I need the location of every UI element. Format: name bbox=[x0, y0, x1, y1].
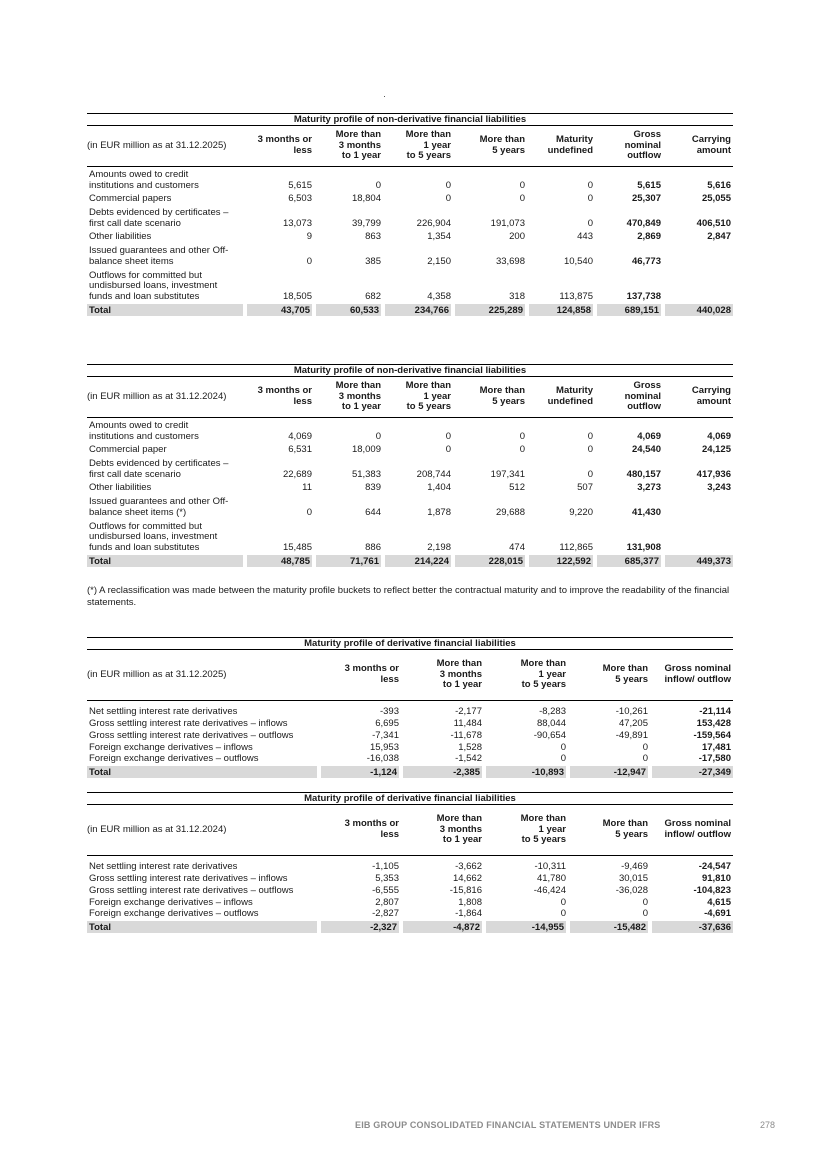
cell-value: 644 bbox=[365, 506, 381, 518]
cell-value: 24,540 bbox=[631, 443, 661, 455]
table-row bbox=[87, 417, 733, 442]
table-row bbox=[87, 442, 733, 455]
header-gross: Gross nominal outflow bbox=[624, 380, 661, 412]
cell-value: 18,804 bbox=[351, 192, 381, 204]
cell-value: 0 bbox=[519, 192, 525, 204]
cell-value: 5,616 bbox=[707, 179, 731, 191]
total-label: Total bbox=[87, 554, 245, 567]
cell-value: 0 bbox=[519, 443, 525, 455]
row-label: Commercial paper bbox=[89, 443, 167, 455]
cell-value: 0 bbox=[306, 506, 312, 518]
cell-value: 0 bbox=[642, 752, 648, 764]
cell-value: 6,531 bbox=[288, 443, 312, 455]
table-title: Maturity profile of derivative financial liabilities bbox=[87, 792, 733, 805]
row-label: Amounts owed to credit institutions and customers bbox=[89, 169, 199, 191]
cell-value: 9 bbox=[306, 230, 312, 242]
table-row bbox=[87, 166, 733, 191]
table-derivative-2024 bbox=[87, 792, 733, 933]
cell-value: -46,424 bbox=[533, 884, 566, 896]
cell-value: 886 bbox=[365, 541, 381, 553]
row-label: Other liabilities bbox=[89, 481, 152, 493]
cell-value: 0 bbox=[445, 443, 451, 455]
row-label: Outflows for committed but undisbursed loans, investment funds and loan substitutes bbox=[89, 269, 218, 302]
cell-value: 22,689 bbox=[282, 468, 312, 480]
header-1y-5y: More than 1 year to 5 years bbox=[520, 813, 566, 845]
cell-value: -90,654 bbox=[533, 729, 566, 741]
cell-value: -49,891 bbox=[615, 729, 648, 741]
cell-value: -6,555 bbox=[372, 884, 399, 896]
cell-value: 46,773 bbox=[631, 255, 661, 267]
total-value: -2,327 bbox=[319, 920, 401, 933]
total-value: 48,785 bbox=[245, 554, 314, 567]
header-5y: More than 5 years bbox=[479, 385, 525, 407]
table-row bbox=[87, 729, 733, 741]
cell-value: 29,688 bbox=[495, 506, 525, 518]
cell-value: 17,481 bbox=[701, 741, 731, 753]
cell-value: -159,564 bbox=[693, 729, 731, 741]
cell-value: -1,864 bbox=[455, 907, 482, 919]
row-label: Issued guarantees and other Off- balance sheet items bbox=[89, 245, 229, 267]
cell-value: 2,869 bbox=[637, 230, 661, 242]
header-5y: More than 5 years bbox=[602, 818, 648, 840]
cell-value: 3,273 bbox=[637, 481, 661, 493]
cell-value: 4,069 bbox=[637, 430, 661, 442]
total-value: -10,893 bbox=[484, 765, 568, 778]
cell-value: 0 bbox=[445, 192, 451, 204]
cell-value: 1,878 bbox=[427, 506, 451, 518]
cell-value: 385 bbox=[365, 255, 381, 267]
total-value: -27,349 bbox=[650, 765, 733, 778]
table-row bbox=[87, 855, 733, 872]
cell-value: 0 bbox=[587, 217, 593, 229]
table-label: (in EUR million as at 31.12.2025) bbox=[87, 668, 227, 680]
table-row bbox=[87, 455, 733, 480]
cell-value: -15,816 bbox=[449, 884, 482, 896]
cell-value: 0 bbox=[306, 255, 312, 267]
total-value: 685,377 bbox=[595, 554, 663, 567]
cell-value: 480,157 bbox=[626, 468, 661, 480]
table-row bbox=[87, 267, 733, 303]
table-row bbox=[87, 229, 733, 242]
cell-value: -16,038 bbox=[366, 752, 399, 764]
header-3m-1y: More than 3 months to 1 year bbox=[436, 658, 482, 690]
cell-value: 208,744 bbox=[416, 468, 451, 480]
header-carrying: Carrying amount bbox=[691, 134, 731, 156]
cell-value bbox=[663, 267, 733, 303]
total-value: 225,289 bbox=[453, 303, 527, 316]
total-row bbox=[87, 765, 733, 778]
cell-value: -2,827 bbox=[372, 907, 399, 919]
table-row bbox=[87, 884, 733, 896]
total-value: 71,761 bbox=[314, 554, 383, 567]
cell-value: 0 bbox=[445, 179, 451, 191]
cell-value: 0 bbox=[560, 741, 566, 753]
cell-value: 25,055 bbox=[701, 192, 731, 204]
header-1y-5y: More than 1 year to 5 years bbox=[405, 380, 451, 412]
table-row bbox=[87, 753, 733, 765]
cell-value: 0 bbox=[587, 443, 593, 455]
total-value: 122,592 bbox=[527, 554, 595, 567]
cell-value: 0 bbox=[587, 179, 593, 191]
cell-value: 11 bbox=[302, 481, 312, 493]
row-label: Gross settling interest rate derivatives – outflows bbox=[89, 729, 294, 741]
cell-value: 131,908 bbox=[626, 541, 661, 553]
header-5y: More than 5 years bbox=[602, 663, 648, 685]
header-3m: 3 months or less bbox=[344, 663, 399, 685]
table-label: (in EUR million as at 31.12.2024) bbox=[87, 823, 227, 835]
table-row bbox=[87, 908, 733, 920]
cell-value: 1,354 bbox=[427, 230, 451, 242]
header-1y-5y: More than 1 year to 5 years bbox=[405, 129, 451, 161]
total-value: 124,858 bbox=[527, 303, 595, 316]
total-label: Total bbox=[87, 920, 319, 933]
total-value: -2,385 bbox=[401, 765, 484, 778]
cell-value: 191,073 bbox=[490, 217, 525, 229]
total-value: 440,028 bbox=[663, 303, 733, 316]
cell-value: 112,865 bbox=[559, 541, 593, 553]
cell-value: 0 bbox=[375, 430, 381, 442]
page-number: 278 bbox=[760, 1120, 776, 1130]
row-label: Foreign exchange derivatives – inflows bbox=[89, 896, 253, 908]
row-label: Gross settling interest rate derivatives – outflows bbox=[89, 884, 294, 896]
cell-value: 0 bbox=[642, 907, 648, 919]
row-label: Debts evidenced by certificates – first call date scenario bbox=[89, 207, 229, 229]
header-3m-1y: More than 3 months to 1 year bbox=[335, 380, 381, 412]
cell-value: 197,341 bbox=[490, 468, 525, 480]
table-non-derivative-2025 bbox=[87, 113, 733, 316]
table-derivative-2025 bbox=[87, 637, 733, 778]
cell-value: 25,307 bbox=[631, 192, 661, 204]
cell-value bbox=[663, 518, 733, 554]
cell-value: 417,936 bbox=[696, 468, 731, 480]
cell-value: 88,044 bbox=[536, 717, 566, 729]
total-value: -15,482 bbox=[568, 920, 650, 933]
cell-value: 137,738 bbox=[626, 290, 661, 302]
header-carrying: Carrying amount bbox=[691, 385, 731, 407]
cell-value: 507 bbox=[577, 481, 593, 493]
page-footer: EIB GROUP CONSOLIDATED FINANCIAL STATEMENTS UNDER IFRS bbox=[355, 1120, 661, 1130]
cell-value: 0 bbox=[519, 430, 525, 442]
cell-value: 0 bbox=[445, 430, 451, 442]
cell-value: 47,205 bbox=[618, 717, 648, 729]
total-row bbox=[87, 554, 733, 567]
table-title: Maturity profile of derivative financial liabilities bbox=[87, 637, 733, 650]
cell-value: 0 bbox=[560, 896, 566, 908]
cell-value: 0 bbox=[587, 430, 593, 442]
cell-value: 10,540 bbox=[563, 255, 593, 267]
table-row bbox=[87, 896, 733, 908]
row-label: Foreign exchange derivatives – inflows bbox=[89, 741, 253, 753]
cell-value: 470,849 bbox=[626, 217, 661, 229]
cell-value: -393 bbox=[379, 705, 399, 717]
cell-value: -17,580 bbox=[698, 752, 731, 764]
cell-value: -21,114 bbox=[699, 705, 731, 717]
total-value: 43,705 bbox=[245, 303, 314, 316]
row-label: Gross settling interest rate derivatives – inflows bbox=[89, 872, 288, 884]
total-row bbox=[87, 303, 733, 316]
header-3m: 3 months or less bbox=[257, 134, 312, 156]
cell-value: -104,823 bbox=[693, 884, 731, 896]
cell-value: 0 bbox=[375, 179, 381, 191]
total-value: 60,533 bbox=[314, 303, 383, 316]
cell-value: 0 bbox=[587, 192, 593, 204]
cell-value: 474 bbox=[509, 541, 525, 553]
header-3m-1y: More than 3 months to 1 year bbox=[436, 813, 482, 845]
table-row bbox=[87, 480, 733, 493]
total-value: -14,955 bbox=[484, 920, 568, 933]
cell-value: 0 bbox=[587, 468, 593, 480]
header-undefined: Maturity undefined bbox=[547, 385, 593, 407]
cell-value: 0 bbox=[642, 741, 648, 753]
cell-value: 512 bbox=[509, 481, 525, 493]
header-5y: More than 5 years bbox=[479, 134, 525, 156]
cell-value: 4,615 bbox=[707, 896, 731, 908]
cell-value: 13,073 bbox=[282, 217, 312, 229]
cell-value: 0 bbox=[560, 907, 566, 919]
cell-value: 91,810 bbox=[701, 872, 731, 884]
cell-value: 6,695 bbox=[375, 717, 399, 729]
cell-value: 2,198 bbox=[427, 541, 451, 553]
cell-value: 2,847 bbox=[707, 230, 731, 242]
table-row bbox=[87, 717, 733, 729]
cell-value: 3,243 bbox=[707, 481, 731, 493]
cell-value: 4,069 bbox=[288, 430, 312, 442]
cell-value: 39,799 bbox=[351, 217, 381, 229]
cell-value: 2,150 bbox=[427, 255, 451, 267]
row-label: Commercial papers bbox=[89, 192, 172, 204]
cell-value: -11,678 bbox=[450, 729, 482, 741]
cell-value: 682 bbox=[365, 290, 381, 302]
table-row bbox=[87, 700, 733, 717]
cell-value: 0 bbox=[519, 179, 525, 191]
total-value: -37,636 bbox=[650, 920, 733, 933]
cell-value: -3,662 bbox=[455, 860, 482, 872]
header-3m-1y: More than 3 months to 1 year bbox=[335, 129, 381, 161]
cell-value: 226,904 bbox=[416, 217, 451, 229]
cell-value: -2,177 bbox=[455, 705, 482, 717]
cell-value: 4,358 bbox=[427, 290, 451, 302]
cell-value: 839 bbox=[365, 481, 381, 493]
total-label: Total bbox=[87, 303, 245, 316]
cell-value: 41,780 bbox=[536, 872, 566, 884]
cell-value: 153,428 bbox=[696, 717, 731, 729]
total-value: 449,373 bbox=[663, 554, 733, 567]
table-row bbox=[87, 872, 733, 884]
cell-value: 14,662 bbox=[452, 872, 482, 884]
table-row bbox=[87, 191, 733, 204]
header-3m: 3 months or less bbox=[344, 818, 399, 840]
header-3m: 3 months or less bbox=[257, 385, 312, 407]
total-label: Total bbox=[87, 765, 319, 778]
table-label: (in EUR million as at 31.12.2024) bbox=[87, 390, 227, 402]
cell-value: 9,220 bbox=[569, 506, 593, 518]
header-undefined: Maturity undefined bbox=[547, 134, 593, 156]
cell-value: 0 bbox=[642, 896, 648, 908]
total-value: 228,015 bbox=[453, 554, 527, 567]
total-value: -4,872 bbox=[401, 920, 484, 933]
table-row bbox=[87, 518, 733, 554]
header-gross: Gross nominal outflow bbox=[624, 129, 661, 161]
cell-value: -4,691 bbox=[704, 907, 731, 919]
cell-value: 51,383 bbox=[351, 468, 381, 480]
table-title: Maturity profile of non-derivative financial liabilities bbox=[87, 364, 733, 377]
cell-value: 318 bbox=[509, 290, 525, 302]
row-label: Net settling interest rate derivatives bbox=[89, 860, 238, 872]
row-label: Foreign exchange derivatives – outflows bbox=[89, 907, 259, 919]
cell-value: 1,404 bbox=[427, 481, 451, 493]
cell-value: 406,510 bbox=[696, 217, 731, 229]
cell-value: 5,615 bbox=[637, 179, 661, 191]
cell-value: 15,953 bbox=[369, 741, 399, 753]
cell-value: 5,353 bbox=[375, 872, 399, 884]
cell-value: 11,484 bbox=[453, 717, 482, 729]
cell-value: 24,125 bbox=[701, 443, 731, 455]
row-label: Debts evidenced by certificates – first call date scenario bbox=[89, 458, 229, 480]
table-row bbox=[87, 493, 733, 518]
cell-value bbox=[663, 493, 733, 518]
cell-value: -1,542 bbox=[455, 752, 482, 764]
cell-value: 5,615 bbox=[288, 179, 312, 191]
row-label: Issued guarantees and other Off- balance sheet items (*) bbox=[89, 496, 229, 518]
row-label: Amounts owed to credit institutions and customers bbox=[89, 420, 199, 442]
cell-value: 41,430 bbox=[631, 506, 661, 518]
total-value: 234,766 bbox=[383, 303, 453, 316]
cell-value: 33,698 bbox=[495, 255, 525, 267]
table-row bbox=[87, 741, 733, 753]
cell-value: 0 bbox=[560, 752, 566, 764]
table-label: (in EUR million as at 31.12.2025) bbox=[87, 139, 227, 151]
cell-value: -9,469 bbox=[621, 860, 648, 872]
total-value: 214,224 bbox=[383, 554, 453, 567]
cell-value: -10,311 bbox=[534, 860, 566, 872]
cell-value: 863 bbox=[365, 230, 381, 242]
table-row bbox=[87, 204, 733, 229]
cell-value bbox=[663, 242, 733, 267]
row-label: Foreign exchange derivatives – outflows bbox=[89, 752, 259, 764]
total-row bbox=[87, 920, 733, 933]
cell-value: 6,503 bbox=[288, 192, 312, 204]
cell-value: 4,069 bbox=[707, 430, 731, 442]
table-title: Maturity profile of non-derivative financial liabilities bbox=[87, 113, 733, 126]
header-gross-inflow-outflow: Gross nominal inflow/ outflow bbox=[664, 663, 731, 685]
total-value: 689,151 bbox=[595, 303, 663, 316]
cell-value: 18,009 bbox=[351, 443, 381, 455]
row-label: Net settling interest rate derivatives bbox=[89, 705, 238, 717]
cell-value: 200 bbox=[509, 230, 525, 242]
cell-value: -7,341 bbox=[372, 729, 399, 741]
row-label: Outflows for committed but undisbursed loans, investment funds and loan substitutes bbox=[89, 520, 218, 553]
header-1y-5y: More than 1 year to 5 years bbox=[520, 658, 566, 690]
cell-value: 1,528 bbox=[458, 741, 482, 753]
cell-value: -8,283 bbox=[539, 705, 566, 717]
table-row bbox=[87, 242, 733, 267]
cell-value: 15,485 bbox=[282, 541, 312, 553]
header-gross-inflow-outflow: Gross nominal inflow/ outflow bbox=[664, 818, 731, 840]
footnote: (*) A reclassification was made between the maturity profile buckets to reflect better the contractual maturity and to improve the readability of the financial statements. bbox=[87, 585, 730, 608]
cell-value: -10,261 bbox=[615, 705, 648, 717]
row-label: Other liabilities bbox=[89, 230, 152, 242]
total-value: -12,947 bbox=[568, 765, 650, 778]
page-dot bbox=[384, 96, 385, 97]
cell-value: -36,028 bbox=[615, 884, 648, 896]
cell-value: 443 bbox=[577, 230, 593, 242]
cell-value: -1,105 bbox=[372, 860, 399, 872]
cell-value: 2,807 bbox=[375, 896, 399, 908]
cell-value: 30,015 bbox=[618, 872, 648, 884]
cell-value: 113,875 bbox=[559, 290, 593, 302]
table-non-derivative-2024 bbox=[87, 364, 733, 567]
row-label: Gross settling interest rate derivatives – inflows bbox=[89, 717, 288, 729]
cell-value: -24,547 bbox=[698, 860, 731, 872]
cell-value: 18,505 bbox=[282, 290, 312, 302]
total-value: -1,124 bbox=[319, 765, 401, 778]
cell-value: 1,808 bbox=[458, 896, 482, 908]
